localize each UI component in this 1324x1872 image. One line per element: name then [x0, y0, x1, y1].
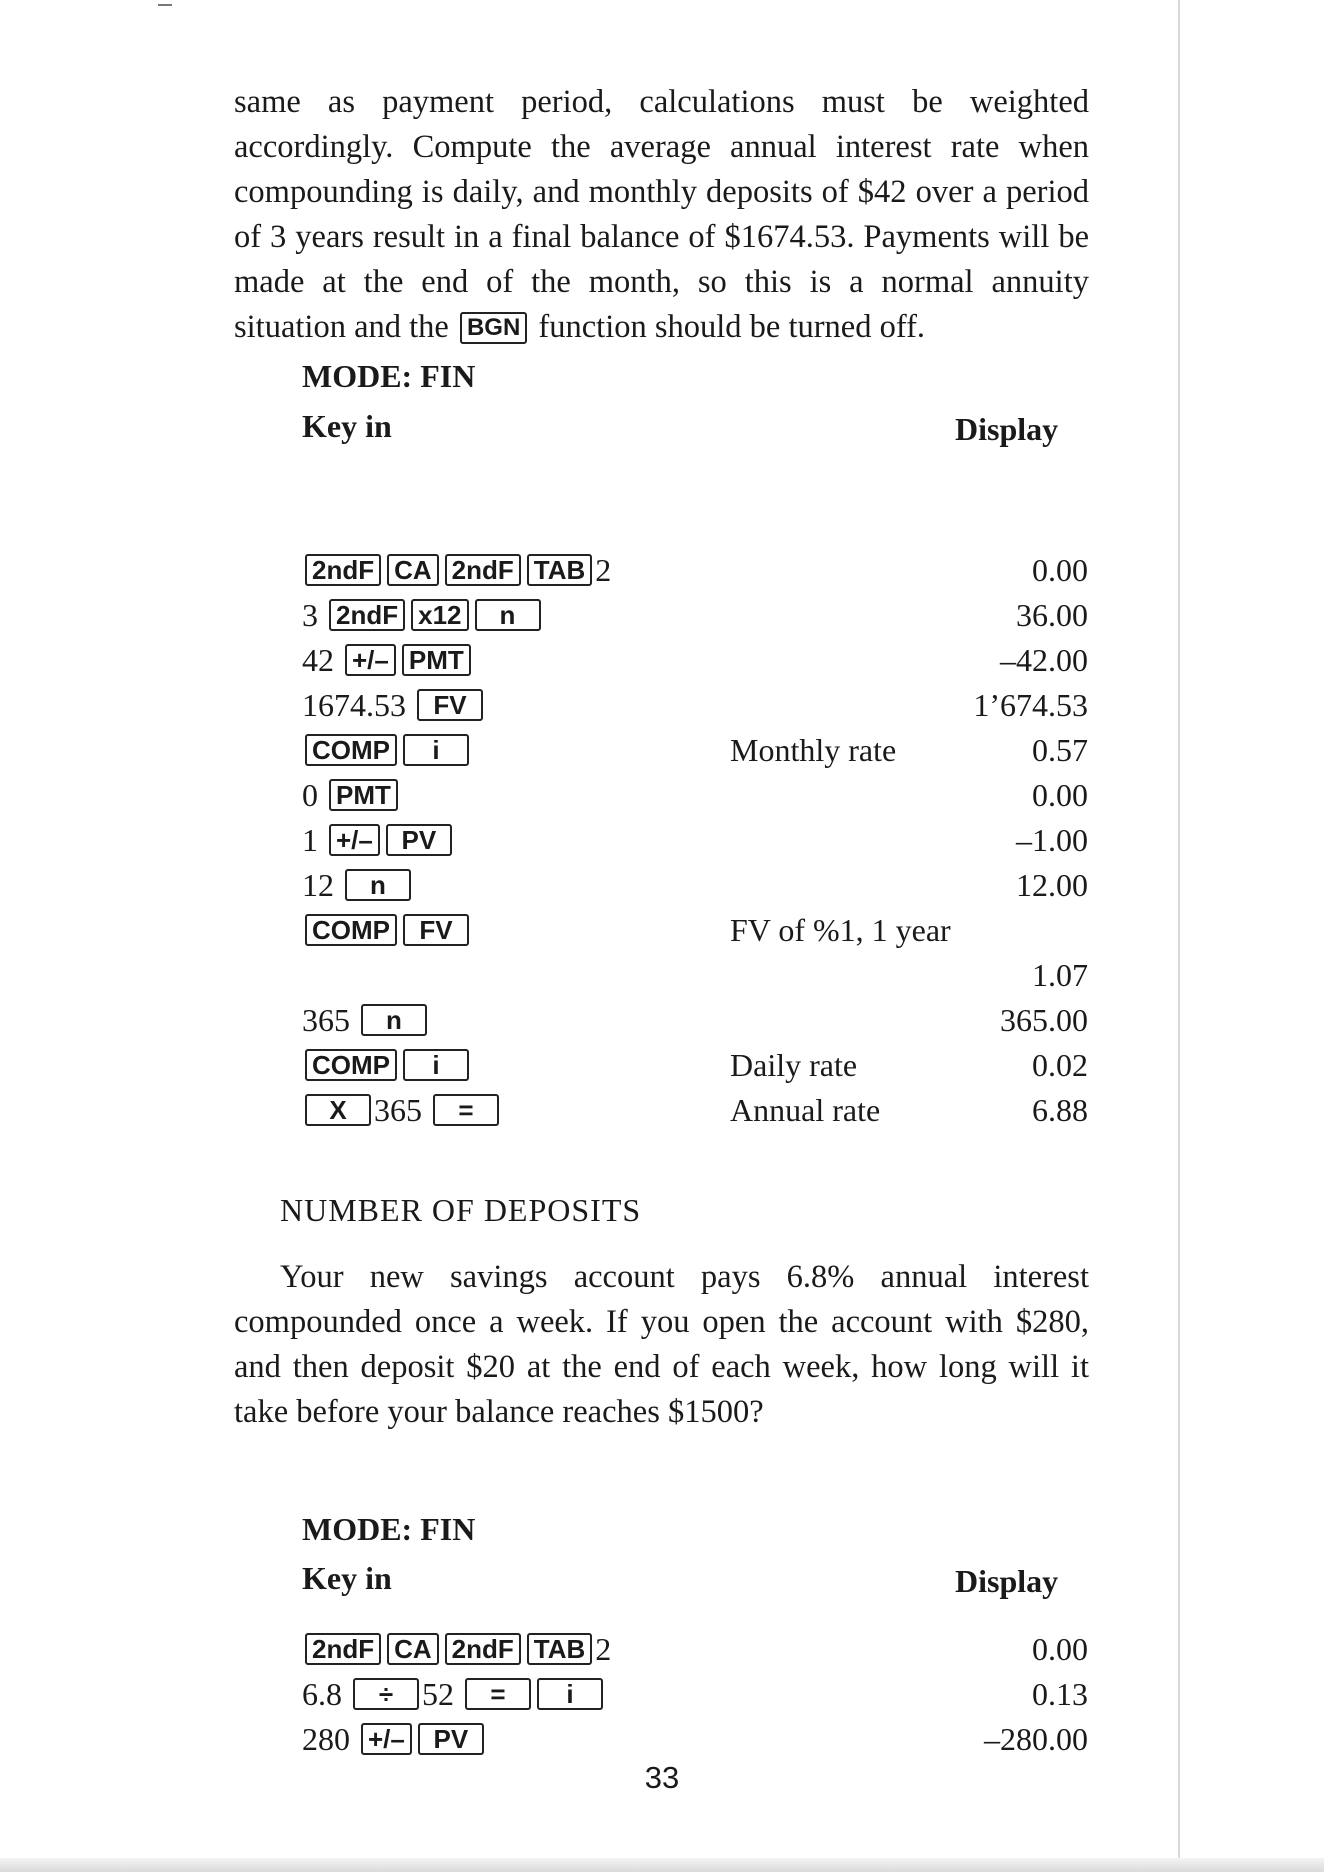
- example1-row: [0, 1092, 1324, 1137]
- keystroke-sequence: [302, 642, 474, 679]
- example1-row: [0, 912, 1324, 957]
- calculator-key: i: [403, 734, 469, 766]
- calculator-key: COMP: [305, 734, 397, 766]
- display-value: 36.00: [1016, 597, 1088, 633]
- calculator-key: +/–: [361, 1723, 412, 1755]
- calculator-key: PMT: [402, 644, 471, 676]
- display-value: 1’674.53: [973, 687, 1088, 723]
- calculator-key: TAB: [527, 1633, 593, 1665]
- keyed-number: 1674.53: [302, 687, 406, 723]
- keyed-number: 3: [302, 597, 318, 633]
- calculator-key: PV: [386, 824, 452, 856]
- scan-corner-mark: [158, 4, 172, 6]
- example1-row: [0, 1002, 1324, 1047]
- calculator-key: COMP: [305, 914, 397, 946]
- example1-row: [0, 642, 1324, 687]
- keyed-number: 42: [302, 642, 334, 678]
- section-body: [234, 1255, 1089, 1435]
- calculator-key: n: [475, 599, 541, 631]
- keyin-header-2: Key in: [302, 1560, 392, 1596]
- display-value: 0.57: [1032, 732, 1088, 768]
- section-title: NUMBER OF DEPOSITS: [280, 1192, 642, 1228]
- calculator-key: n: [361, 1004, 427, 1036]
- calculator-key: 2ndF: [329, 599, 405, 631]
- keystroke-sequence: [302, 687, 486, 724]
- keystroke-sequence: [302, 1631, 619, 1668]
- display-value: 1.07: [1032, 957, 1088, 993]
- keystroke-sequence: [302, 732, 472, 769]
- keyed-number: 1: [302, 822, 318, 858]
- keyin-header-1: Key in: [302, 408, 392, 444]
- display-value: 0.00: [1032, 552, 1088, 588]
- calculator-key: =: [465, 1678, 531, 1710]
- calculator-key: CA: [387, 1633, 439, 1665]
- calculator-key: PV: [418, 1723, 484, 1755]
- calculator-key: 2ndF: [305, 554, 381, 586]
- keyed-number: 52: [422, 1676, 454, 1712]
- example1-row: [0, 867, 1324, 912]
- keyed-number: 12: [302, 867, 334, 903]
- mode-label-1: MODE: FIN: [302, 358, 476, 394]
- calculator-key: 2ndF: [445, 554, 521, 586]
- display-value: 365.00: [1000, 1002, 1088, 1038]
- calculator-key: 2ndF: [445, 1633, 521, 1665]
- calculator-key: +/–: [345, 644, 396, 676]
- display-header-2: Display: [955, 1563, 1059, 1599]
- page-edge-bottom: [0, 1858, 1324, 1872]
- display-value: 0.00: [1032, 777, 1088, 813]
- keystroke-sequence: [302, 1047, 472, 1084]
- display-value: –280.00: [984, 1721, 1088, 1757]
- keystroke-sequence: [302, 912, 472, 949]
- keystroke-sequence: [302, 1002, 430, 1039]
- keyed-number: 365: [374, 1092, 422, 1128]
- keystroke-sequence: [302, 822, 455, 859]
- page-number: 33: [644, 1760, 680, 1795]
- mode-label-2: MODE: FIN: [302, 1511, 476, 1547]
- display-value: 0.13: [1032, 1676, 1088, 1712]
- keystroke-sequence: [302, 1676, 606, 1713]
- calculator-key: i: [537, 1678, 603, 1710]
- display-value: –1.00: [1016, 822, 1088, 858]
- example1-row: [0, 957, 1324, 1002]
- display-value: 12.00: [1016, 867, 1088, 903]
- example2-row: [0, 1631, 1324, 1676]
- keystroke-sequence: [302, 777, 401, 814]
- calculator-key: FV: [417, 689, 483, 721]
- example1-row: [0, 777, 1324, 822]
- row-note: Annual rate: [730, 1092, 881, 1128]
- keyed-number: 2: [595, 1631, 612, 1667]
- display-header-1: Display: [955, 411, 1059, 447]
- calculator-key: n: [345, 869, 411, 901]
- example1-row: [0, 687, 1324, 732]
- keyed-number: 280: [302, 1721, 350, 1757]
- keystroke-sequence: [302, 1092, 502, 1129]
- display-value: 6.88: [1032, 1092, 1088, 1128]
- calculator-key: COMP: [305, 1049, 397, 1081]
- bgn-key: BGN: [460, 312, 527, 344]
- intro-paragraph: [234, 80, 1089, 350]
- intro-text-part2: function should be turned off.: [538, 309, 926, 345]
- calculator-key: CA: [387, 554, 439, 586]
- calculator-key: TAB: [527, 554, 593, 586]
- row-note: Daily rate: [730, 1047, 858, 1083]
- calculator-key: +/–: [329, 824, 380, 856]
- keystroke-sequence: [302, 1721, 487, 1758]
- keystroke-sequence: [302, 597, 544, 634]
- row-note: Monthly rate: [730, 732, 897, 768]
- row-note: FV of %1, 1 year: [730, 912, 951, 948]
- example1-row: [0, 732, 1324, 777]
- calculator-key: i: [403, 1049, 469, 1081]
- keyed-number: 6.8: [302, 1676, 342, 1712]
- calculator-key: FV: [403, 914, 469, 946]
- keyed-number: 365: [302, 1002, 350, 1038]
- keystroke-sequence: [302, 867, 414, 904]
- calculator-key: =: [433, 1094, 499, 1126]
- example1-row: [0, 597, 1324, 642]
- example2-row: [0, 1676, 1324, 1721]
- calculator-key: ÷: [353, 1678, 419, 1710]
- keystroke-sequence: [302, 552, 619, 589]
- example1-row: [0, 1047, 1324, 1092]
- keyed-number: 0: [302, 777, 318, 813]
- intro-text-part1: same as payment period, calculations must be weighted accordingly. Compute the average annual interest rate when compounding is daily, and monthly deposits of $42 over a period of 3 years result in a final balance of $1674.53. Payments will be made at the end of the month, so this is a normal annuity situation and the: [234, 84, 1089, 345]
- display-value: 0.02: [1032, 1047, 1088, 1083]
- example1-row: [0, 822, 1324, 867]
- display-value: –42.00: [1000, 642, 1088, 678]
- display-value: 0.00: [1032, 1631, 1088, 1667]
- section-body-text: Your new savings account pays 6.8% annual interest compounded once a week. If you open the account with $280, and then deposit $20 at the end of each week, how long will it take before your balance reaches $1500?: [234, 1259, 1089, 1430]
- calculator-key: 2ndF: [305, 1633, 381, 1665]
- calculator-key: x12: [411, 599, 468, 631]
- keyed-number: 2: [595, 552, 612, 588]
- calculator-key: X: [305, 1094, 371, 1126]
- calculator-key: PMT: [329, 779, 398, 811]
- example1-row: [0, 552, 1324, 597]
